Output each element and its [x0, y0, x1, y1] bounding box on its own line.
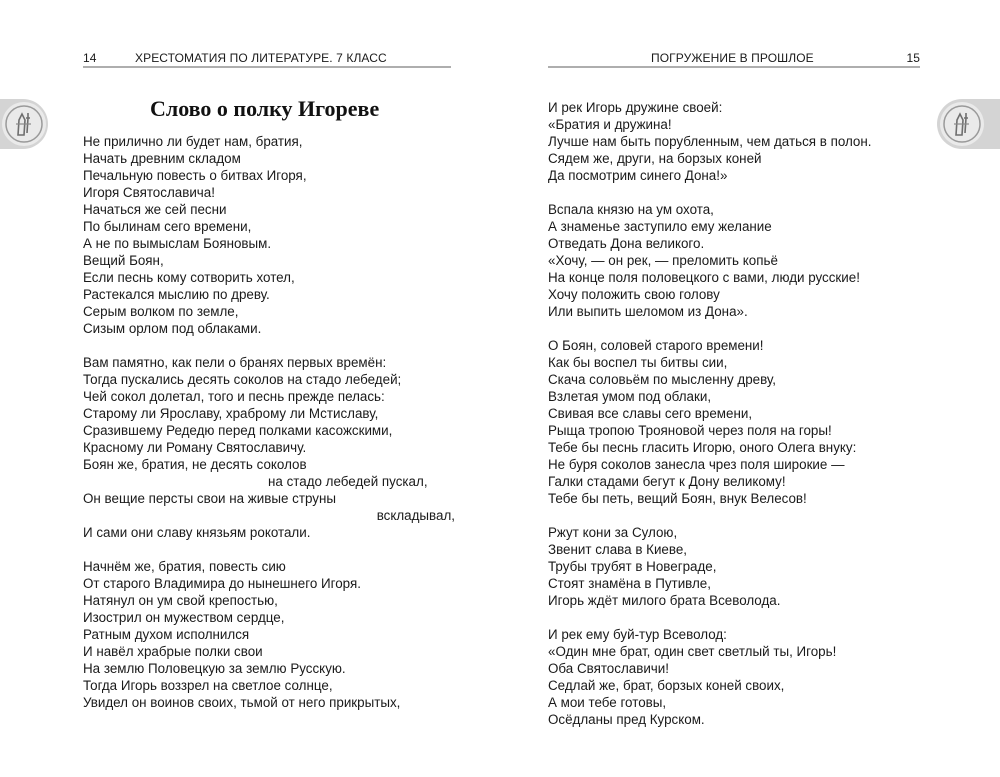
verse-line: По былинам сего времени, [83, 219, 252, 234]
stanza [83, 133, 455, 337]
verse-line: Рыща тропою Трояновой через поля на горы! [548, 423, 832, 438]
verse-line: Растекался мыслию по древу. [83, 287, 270, 302]
verse-line: Скача соловьём по мысленну древу, [548, 372, 777, 387]
verse-line: Отведать Дона великого. [548, 236, 705, 251]
verse-line: Ратным духом исполнился [83, 627, 250, 642]
verse-line: Трубы трубят в Новеграде, [548, 559, 717, 574]
stanza [548, 201, 928, 320]
stanza [83, 354, 455, 541]
verse-line: Тебе бы петь, вещий Боян, внук Велесов! [548, 491, 807, 506]
verse-line: Да посмотрим синего Дона!» [548, 168, 728, 183]
stanza [548, 337, 928, 507]
verse-line: Или выпить шеломом из Дона». [548, 304, 748, 319]
verse-line: «Один мне брат, один свет светлый ты, Игорь! [548, 644, 837, 659]
verse-line: Если песнь кому сотворить хотел, [83, 270, 295, 285]
verse-line: «Хочу, — он рек, — преломить копьё [548, 253, 778, 268]
right-page [500, 0, 1000, 777]
verse-line: Взлетая умом под облаки, [548, 389, 712, 404]
verse-line: Начаться же сей песни [83, 202, 227, 217]
header-rule [83, 66, 451, 68]
running-head-title: ПОГРУЖЕНИЕ В ПРОШЛОЕ [651, 51, 814, 65]
page-number: 14 [83, 51, 97, 65]
verse-line-continuation: вскладывал, [376, 508, 455, 523]
verse-line: Серым волком по земле, [83, 304, 239, 319]
verse-line: Не прилично ли будет нам, братия, [83, 134, 303, 149]
section-tab-left [0, 99, 48, 149]
verse-line: Боян же, братия, не десять соколов [83, 457, 307, 472]
verse-line: Чей сокол долетал, того и песнь прежде пелась: [83, 389, 385, 404]
verse-line-continuation: на стадо лебедей пускал, [268, 474, 428, 489]
verse-line: Старому ли Ярославу, храброму ли Мстиславу, [83, 406, 379, 421]
verse-line: Натянул он ум свой крепостью, [83, 593, 278, 608]
verse-line: Сразившему Редедю перед полками касожскими, [83, 423, 393, 438]
verse-line: Оба Святославичи! [548, 661, 669, 676]
page-number: 15 [906, 51, 920, 65]
verse-line: «Братия и дружина! [548, 117, 672, 132]
verse-line: Вещий Боян, [83, 253, 164, 268]
verse-line: Увидел он воинов своих, тьмой от него прикрытых, [83, 695, 401, 710]
poem-title: Слово о полку Игореве [150, 96, 380, 121]
verse-line: Тебе бы песнь гласить Игорю, оного Олега внуку: [548, 440, 857, 455]
section-tab-right [937, 99, 1000, 149]
verse-line: Седлай же, брат, борзых коней своих, [548, 678, 785, 693]
verse-line: Начнём же, братия, повесть сию [83, 559, 286, 574]
verse-line: Сизым орлом под облаками. [83, 321, 262, 336]
verse-line: Игоря Святославича! [83, 185, 215, 200]
stanza [548, 626, 928, 728]
stanza [83, 558, 455, 711]
verse-line: Вспала князю на ум охота, [548, 202, 714, 217]
verse-line: А мои тебе готовы, [548, 695, 667, 710]
verse-line: Печальную повесть о битвах Игоря, [83, 168, 307, 183]
knight-emblem-icon [940, 102, 984, 146]
stanza [548, 524, 928, 609]
verse-line: Не буря соколов занесла чрез поля широкие — [548, 457, 845, 472]
verse-line: Начать древним складом [83, 151, 241, 166]
verse-line: Ржут кони за Сулою, [548, 525, 678, 540]
header-rule [548, 66, 920, 68]
verse-line: На конце поля половецкого с вами, люди русские! [548, 270, 860, 285]
verse-line: И навёл храбрые полки свои [83, 644, 263, 659]
stanza [548, 99, 928, 184]
verse-line: А знаменье заступило ему желание [548, 219, 772, 234]
verse-line: На землю Половецкую за землю Русскую. [83, 661, 346, 676]
poem-column-left [83, 133, 455, 728]
verse-line: Игорь ждёт милого брата Всеволода. [548, 593, 781, 608]
verse-line: От старого Владимира до нынешнего Игоря. [83, 576, 361, 591]
knight-emblem-icon [2, 102, 46, 146]
verse-line: Осёдланы пред Курском. [548, 712, 705, 727]
verse-line: И рек Игорь дружине своей: [548, 100, 723, 115]
verse-line: Он вещие персты свои на живые струны [83, 491, 336, 506]
verse-line: Галки стадами бегут к Дону великому! [548, 474, 786, 489]
verse-line: Звенит слава в Киеве, [548, 542, 688, 557]
verse-line: Сядем же, други, на борзых коней [548, 151, 762, 166]
verse-line: Свивая все славы сего времени, [548, 406, 753, 421]
verse-line: Красному ли Роману Святославичу. [83, 440, 307, 455]
running-head-title: ХРЕСТОМАТИЯ ПО ЛИТЕРАТУРЕ. 7 КЛАСС [135, 51, 387, 65]
verse-line: Тогда пускались десять соколов на стадо лебедей; [83, 372, 402, 387]
verse-line: И сами они славу князьям рокотали. [83, 525, 311, 540]
verse-line: Как бы воспел ты битвы сии, [548, 355, 728, 370]
verse-line: Лучше нам быть порубленным, чем даться в полон. [548, 134, 872, 149]
verse-line: Хочу положить свою голову [548, 287, 720, 302]
verse-line: Стоят знамёна в Путивле, [548, 576, 711, 591]
poem-column-right [548, 99, 928, 745]
verse-line: Вам памятно, как пели о бранях первых времён: [83, 355, 387, 370]
verse-line: Изострил он мужеством сердце, [83, 610, 285, 625]
verse-line: О Боян, соловей старого времени! [548, 338, 764, 353]
running-head-left [83, 51, 451, 65]
running-head-right [548, 51, 920, 65]
verse-line: А не по вымыслам Бояновым. [83, 236, 272, 251]
verse-line: И рек ему буй-тур Всеволод: [548, 627, 727, 642]
verse-line: Тогда Игорь воззрел на светлое солнце, [83, 678, 333, 693]
